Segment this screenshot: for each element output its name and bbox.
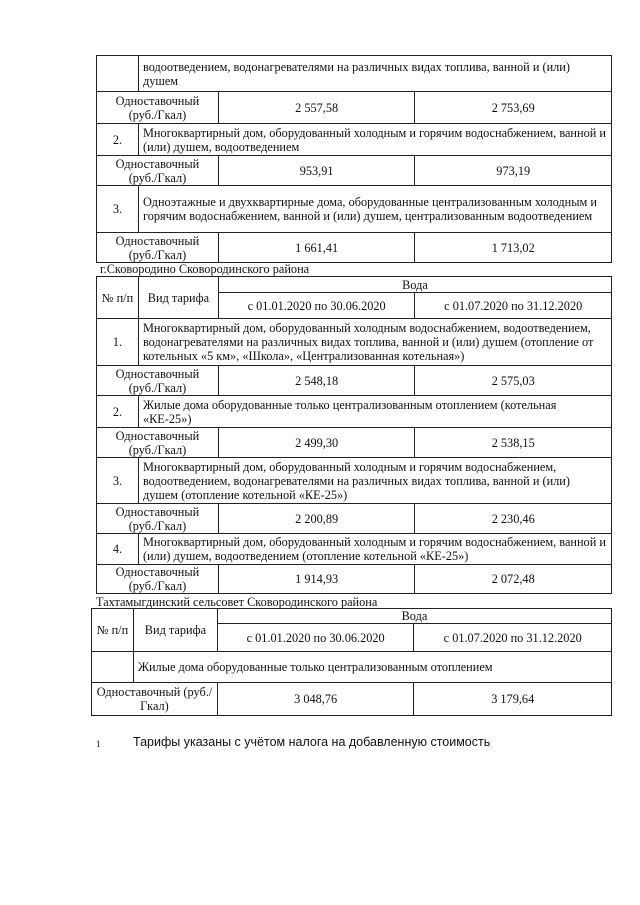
tariff-type-cell: Одноставочный (руб./Гкал) bbox=[97, 92, 219, 124]
table-row bbox=[97, 156, 612, 186]
table-row bbox=[97, 534, 612, 565]
table-row bbox=[97, 396, 612, 428]
rate-period2: 1 713,02 bbox=[415, 233, 612, 263]
table-row bbox=[97, 319, 612, 366]
tariff-type-cell: Одноставочный (руб./Гкал) bbox=[97, 233, 219, 263]
consumer-description: Многоквартирный дом, оборудованный холодным и горячим водоснабжением, ванной и (или) душем, водоотведением bbox=[138, 124, 611, 156]
header-number: № п/п bbox=[92, 609, 134, 652]
header-period2: с 01.07.2020 по 31.12.2020 bbox=[415, 293, 612, 319]
rate-period1: 2 557,58 bbox=[218, 92, 415, 124]
table-header-row bbox=[97, 277, 612, 293]
header-number: № п/п bbox=[97, 277, 139, 319]
tariff-type-cell: Одноставочный (руб./Гкал) bbox=[97, 504, 219, 534]
header-tariff-type: Вид тарифа bbox=[138, 277, 218, 319]
section-caption-takhtamygda: Тахтамыгдинский сельсовет Сковородинского района bbox=[96, 595, 378, 609]
footnote-text: Тарифы указаны с учётом налога на добавленную стоимость bbox=[133, 735, 491, 749]
tariff-table-takhtamygda bbox=[91, 608, 612, 716]
row-number: 2. bbox=[97, 124, 139, 156]
consumer-description: Многоквартирный дом, оборудованный холодным и горячим водоснабжением, ванной и (или) душем, водоотведением (отопление котельной «КЕ-25») bbox=[138, 534, 611, 565]
rate-period2: 2 538,15 bbox=[415, 428, 612, 458]
table-row bbox=[92, 683, 612, 716]
table-row bbox=[97, 124, 612, 156]
rate-period1: 1 661,41 bbox=[218, 233, 415, 263]
table-row bbox=[97, 233, 612, 263]
consumer-description: Многоквартирный дом, оборудованный холодным и горячим водоснабжением, водоотведением, водонагревателями на различных видах топлива, ванной и (или) душем (отопление котельной «КЕ-25») bbox=[138, 458, 611, 504]
rate-period2: 2 230,46 bbox=[415, 504, 612, 534]
rate-period1: 2 200,89 bbox=[218, 504, 415, 534]
rate-period1: 3 048,76 bbox=[217, 683, 414, 716]
footnote-marker: 1 bbox=[96, 739, 101, 749]
consumer-description: Одноэтажные и двухквартирные дома, оборудованные централизованным холодным и горячим водоснабжением, ванной и (или) душем, централизованным водоотведением bbox=[138, 186, 611, 233]
header-tariff-type: Вид тарифа bbox=[133, 609, 217, 652]
tariff-type-cell: Одноставочный (руб./Гкал) bbox=[97, 366, 219, 396]
rate-period1: 2 548,18 bbox=[218, 366, 415, 396]
rate-period2: 2 072,48 bbox=[415, 565, 612, 594]
table-row bbox=[97, 186, 612, 233]
table-row bbox=[97, 504, 612, 534]
header-period1: с 01.01.2020 по 30.06.2020 bbox=[218, 293, 415, 319]
row-number: 4. bbox=[97, 534, 139, 565]
rate-period1: 2 499,30 bbox=[218, 428, 415, 458]
table-row bbox=[97, 458, 612, 504]
section-caption-skovorodino: г.Сковородино Сковородинского района bbox=[100, 262, 310, 276]
consumer-description: Многоквартирный дом, оборудованный холодным водоснабжением, водоотведением, водонагревателями на различных видах топлива, ванной и (или) душем (отопление от котельных «5 км», «Школа», «Централизованная котельная») bbox=[138, 319, 611, 366]
tariff-type-cell: Одноставочный (руб./Гкал) bbox=[97, 428, 219, 458]
header-period1: с 01.01.2020 по 30.06.2020 bbox=[217, 624, 414, 652]
row-number: 1. bbox=[97, 319, 139, 366]
tariff-type-cell: Одноставочный (руб./Гкал) bbox=[97, 156, 219, 186]
header-period2: с 01.07.2020 по 31.12.2020 bbox=[414, 624, 612, 652]
row-number: 2. bbox=[97, 396, 139, 428]
table-row bbox=[92, 652, 612, 683]
header-group-water: Вода bbox=[217, 609, 611, 624]
rate-period2: 973,19 bbox=[415, 156, 612, 186]
consumer-description: Жилые дома оборудованные только централизованным отоплением bbox=[133, 652, 611, 683]
consumer-description: Жилые дома оборудованные только централизованным отоплением (котельная «КЕ-25») bbox=[138, 396, 611, 428]
table-row bbox=[97, 92, 612, 124]
rate-period1: 1 914,93 bbox=[218, 565, 415, 594]
table-row bbox=[97, 428, 612, 458]
header-group-water: Вода bbox=[218, 277, 611, 293]
tariff-table-continued bbox=[96, 55, 612, 263]
table-row bbox=[97, 56, 612, 92]
tariff-type-cell: Одноставочный (руб./Гкал) bbox=[92, 683, 218, 716]
row-number: 3. bbox=[97, 186, 139, 233]
rate-period2: 2 575,03 bbox=[415, 366, 612, 396]
consumer-description: водоотведением, водонагревателями на различных видах топлива, ванной и (или) душем bbox=[138, 56, 611, 92]
table-row bbox=[97, 366, 612, 396]
tariff-type-cell: Одноставочный (руб./Гкал) bbox=[97, 565, 219, 594]
table-row bbox=[97, 565, 612, 594]
table-header-row bbox=[92, 609, 612, 624]
rate-period2: 2 753,69 bbox=[415, 92, 612, 124]
row-number: 3. bbox=[97, 458, 139, 504]
rate-period2: 3 179,64 bbox=[414, 683, 612, 716]
rate-period1: 953,91 bbox=[218, 156, 415, 186]
tariff-table-skovorodino bbox=[96, 276, 612, 594]
